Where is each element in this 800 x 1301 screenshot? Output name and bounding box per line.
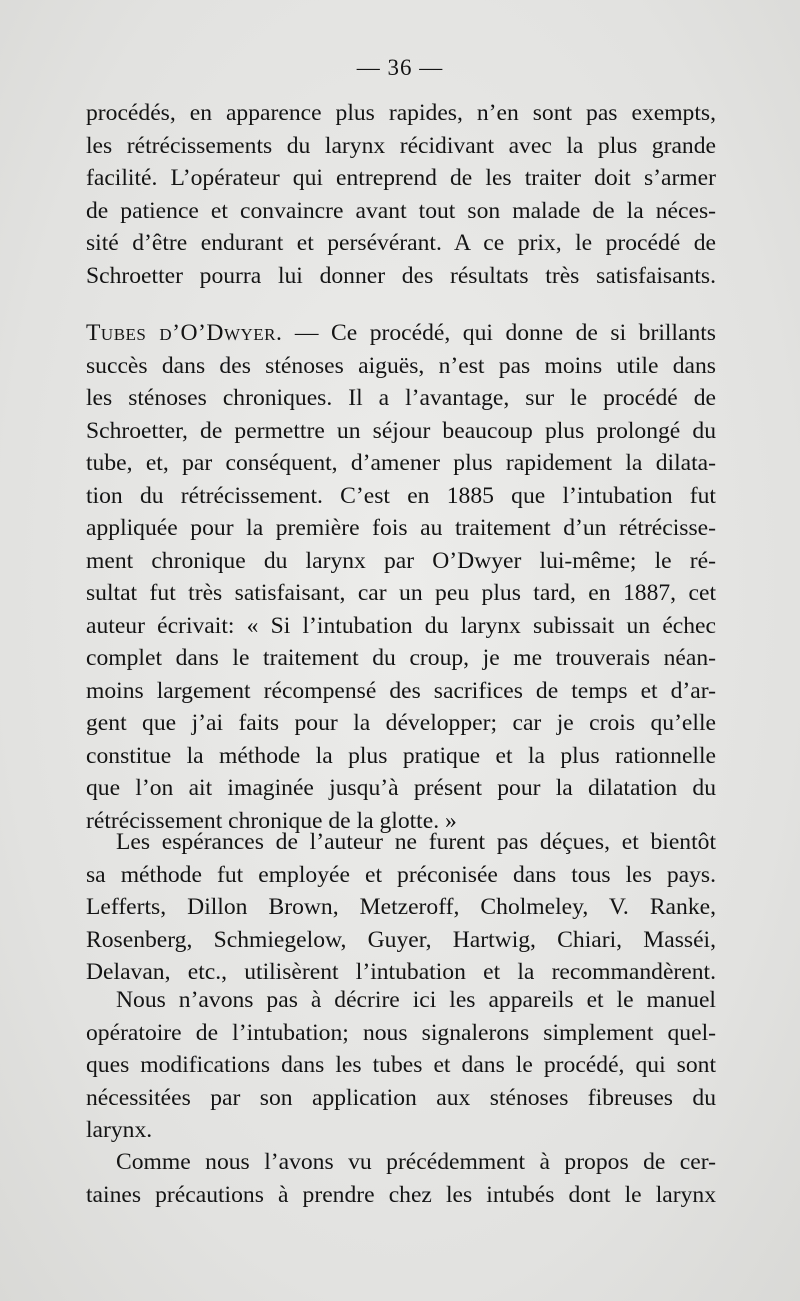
paragraph-1: [86, 97, 716, 292]
text-line: de patience et convaincre avant tout son malade de la néces-: [86, 197, 716, 224]
text-fragment: — Ce procédé, qui donne de si brillants: [282, 320, 716, 346]
text-line: Rosenberg, Schmiegelow, Guyer, Hartwig, Chiari, Masséi,: [86, 926, 716, 953]
text-line: sultat fut très satisfaisant, car un peu plus tard, en 1887, cet: [86, 580, 716, 606]
text-line: succès dans des sténoses aiguës, n’est pas moins utile dans: [86, 352, 716, 379]
text-line: Delavan, etc., utilisèrent l’intubation et la recommandèrent.: [86, 959, 716, 985]
text-line: tion du rétrécissement. C’est en 1885 que l’intubation fut: [86, 482, 716, 509]
paragraph-5: [86, 1146, 716, 1211]
text-line: taines précautions à prendre chez les intubés dont le larynx: [86, 1181, 716, 1208]
text-line-with-heading: [86, 317, 716, 350]
text-line: sité d’être endurant et persévérant. A ce prix, le procédé de: [86, 230, 716, 256]
text-line: ques modifications dans les tubes et dans le procédé, qui sont: [86, 1052, 716, 1078]
paragraph-3: [86, 826, 716, 989]
text-line: Schroetter, de permettre un séjour beaucoup plus prolongé du: [86, 417, 716, 444]
text-line: complet dans le traitement du croup, je me trouverais néan-: [86, 645, 716, 671]
text-line: Comme nous l’avons vu précédemment à propos de cer-: [116, 1149, 716, 1175]
text-line: larynx.: [86, 1117, 153, 1143]
text-line: les sténoses chroniques. Il a l’avantage, sur le procédé de: [86, 385, 716, 411]
page-number: — 36 —: [356, 55, 444, 80]
text-line: nécessitées par son application aux sténoses fibreuses du: [86, 1084, 716, 1111]
text-line: constitue la méthode la plus pratique et la plus rationnelle: [86, 742, 716, 769]
text-line: Les espérances de l’auteur ne furent pas déçues, et bientôt: [116, 829, 716, 855]
text-line: gent que j’ai faits pour la développer; car je crois qu’elle: [86, 710, 716, 736]
text-line: Lefferts, Dillon Brown, Metzeroff, Cholmeley, V. Ranke,: [86, 894, 716, 920]
text-line: auteur écrivait: « Si l’intubation du larynx subissait un échec: [86, 612, 716, 639]
text-line: ment chronique du larynx par O’Dwyer lui-même; le ré-: [86, 547, 716, 574]
paragraph-2: [86, 317, 716, 837]
text-line: procédés, en apparence plus rapides, n’en sont pas exempts,: [86, 100, 716, 126]
text-line: que l’on ait imaginée jusqu’à présent pour la dilatation du: [86, 775, 716, 801]
text-line: appliquée pour la première fois au traitement d’un rétrécisse-: [86, 515, 716, 541]
paragraph-4: [86, 984, 716, 1147]
text-line: Nous n’avons pas à décrire ici les appareils et le manuel: [116, 987, 716, 1013]
text-line: moins largement récompensé des sacrifices de temps et d’ar-: [86, 677, 716, 704]
text-line: sa méthode fut employée et préconisée dans tous les pays.: [86, 861, 716, 888]
text-line: opératoire de l’intubation; nous signalerons simplement quel-: [86, 1019, 716, 1046]
text-line: tube, et, par conséquent, d’amener plus rapidement la dilata-: [86, 450, 716, 476]
text-line: rétrécissement chronique de la glotte. »: [86, 807, 457, 834]
text-line: Schroetter pourra lui donner des résultats très satisfaisants.: [86, 262, 716, 289]
text-line: facilité. L’opérateur qui entreprend de les traiter doit s’armer: [86, 165, 716, 191]
text-line: les rétrécissements du larynx récidivant avec la plus grande: [86, 132, 716, 159]
section-heading: Tubes d’O’Dwyer.: [86, 320, 283, 346]
